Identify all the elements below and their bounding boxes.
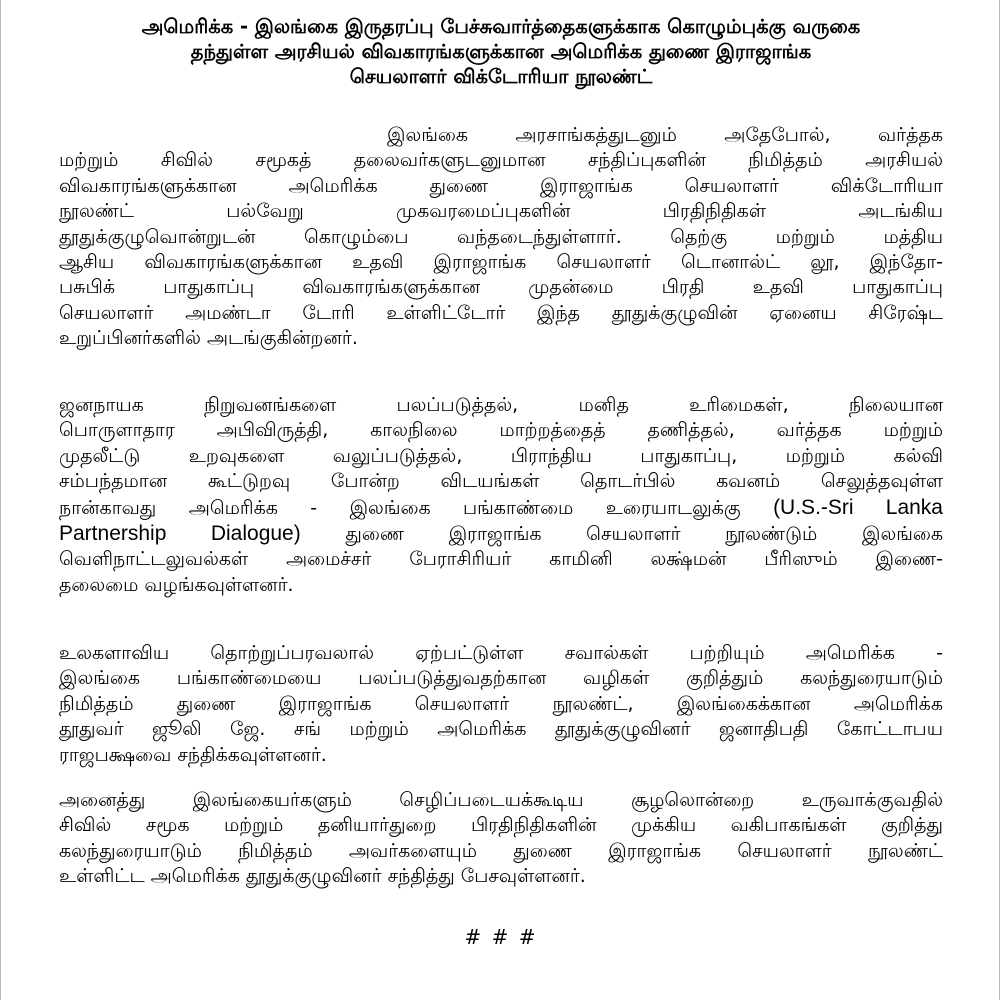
- document-title: [41, 14, 961, 89]
- paragraph-line: பொருளாதார அபிவிருத்தி, காலநிலை மாற்றத்தைத் தணித்தல், வர்த்தக மற்றும்: [59, 419, 943, 442]
- paragraph-1: [59, 123, 943, 352]
- paragraph-line: நிமித்தம் துணை இராஜாங்க செயலாளர் நூலண்ட், இலங்கைக்கான அமெரிக்க: [59, 692, 943, 715]
- paragraph-line: இலங்கை பங்காண்மையை பலப்படுத்துவதற்கான வழிகள் குறித்தும் கலந்துரையாடும்: [59, 667, 943, 690]
- paragraph-line: இலங்கை அரசாங்கத்துடனும் அதேபோல், வர்த்தக: [387, 124, 943, 146]
- paragraph-line-text: துணை இராஜாங்க செயலாளர் நூலண்டும் இலங்கை: [345, 523, 944, 546]
- paragraph-line: ராஜபக்ஷவை சந்திக்கவுள்ளனர்.: [59, 743, 327, 766]
- paragraph-line: ஆசிய விவகாரங்களுக்கான உதவி இராஜாங்க செயலாளர் டொனால்ட் லூ, இந்தோ-: [59, 251, 943, 274]
- paragraph-line: பசுபிக் பாதுகாப்பு விவகாரங்களுக்கான முதன்மை பிரதி உதவி பாதுகாப்பு: [59, 276, 943, 299]
- paragraph-line: சிவில் சமூக மற்றும் தனியார்துறை பிரதிநிதிகளின் முக்கிய வகிபாகங்கள் குறித்து: [59, 814, 943, 837]
- paragraph-line: விவகாரங்களுக்கான அமெரிக்க துணை இராஜாங்க செயலாளர் விக்டோரியா: [59, 174, 943, 197]
- title-line: அமெரிக்க - இலங்கை இருதரப்பு பேச்சுவார்த்தைகளுக்காக கொழும்புக்கு வருகை: [141, 15, 861, 38]
- paragraph-3: [59, 641, 943, 768]
- paragraph-line: உள்ளிட்ட அமெரிக்க தூதுக்குழுவினர் சந்தித்து பேசவுள்ளனர்.: [59, 865, 586, 888]
- title-line: தந்துள்ள அரசியல் விவகாரங்களுக்கான அமெரிக்க துணை இராஜாங்க: [190, 40, 812, 63]
- paragraph-line: சம்பந்தமான கூட்டுறவு போன்ற விடயங்கள் தொடர்பில் கவனம் செலுத்தவுள்ள: [59, 470, 943, 493]
- title-line: செயலாளர் விக்டோரியா நூலண்ட்: [349, 65, 653, 88]
- english-term: (U.S.-Sri Lanka: [773, 495, 943, 519]
- paragraph-line: நூலண்ட் பல்வேறு முகவரமைப்புகளின் பிரதிநிதிகள் அடங்கிய: [59, 200, 943, 223]
- paragraph-line: உறுப்பினர்களில் அடங்குகின்றனர்.: [59, 327, 358, 350]
- paragraph-line: மற்றும் சிவில் சமூகத் தலைவர்களுடனுமான சந்திப்புகளின் நிமித்தம் அரசியல்: [59, 149, 943, 172]
- paragraph-line-text: நான்காவது அமெரிக்க - இலங்கை பங்காண்மை உரையாடலுக்கு: [59, 496, 741, 519]
- english-term: Partnership Dialogue): [59, 522, 301, 546]
- paragraph-line: வெளிநாட்டலுவல்கள் அமைச்சர் பேராசிரியர் காமினி லக்ஷ்மன் பீரிஸும் இணை-: [59, 548, 943, 571]
- paragraph-line: ஜனநாயக நிறுவனங்களை பலப்படுத்தல், மனித உரிமைகள், நிலையான: [59, 394, 943, 416]
- paragraph-line: தலைமை வழங்கவுள்ளனர்.: [59, 573, 294, 596]
- end-mark: # # #: [464, 925, 538, 949]
- paragraph-2: [59, 393, 943, 598]
- paragraph-line: செயலாளர் அமண்டா டோரி உள்ளிட்டோர் இந்த தூதுக்குழுவின் ஏனைய சிரேஷ்ட: [59, 301, 943, 324]
- paragraph-line: தூதுக்குழுவொன்றுடன் கொழும்பை வந்தடைந்துள்ளார். தெற்கு மற்றும் மத்திய: [59, 225, 943, 248]
- paragraph-line: உலகளாவிய தொற்றுப்பரவலால் ஏற்பட்டுள்ள சவால்கள் பற்றியும் அமெரிக்க -: [59, 642, 943, 664]
- paragraph-line: அனைத்து இலங்கையர்களும் செழிப்படையக்கூடிய சூழலொன்றை உருவாக்குவதில்: [59, 789, 943, 811]
- paragraph-4: [59, 788, 943, 890]
- paragraph-line: [59, 521, 943, 547]
- paragraph-line: கலந்துரையாடும் நிமித்தம் அவர்களையும் துணை இராஜாங்க செயலாளர் நூலண்ட்: [59, 839, 943, 862]
- paragraph-line: [59, 495, 943, 521]
- paragraph-line: முதலீட்டு உறவுகளை வலுப்படுத்தல், பிராந்திய பாதுகாப்பு, மற்றும் கல்வி: [59, 444, 943, 467]
- paragraph-line: தூதுவர் ஜூலி ஜே. சங் மற்றும் அமெரிக்க தூதுக்குழுவினர் ஜனாதிபதி கோட்டாபய: [59, 718, 943, 741]
